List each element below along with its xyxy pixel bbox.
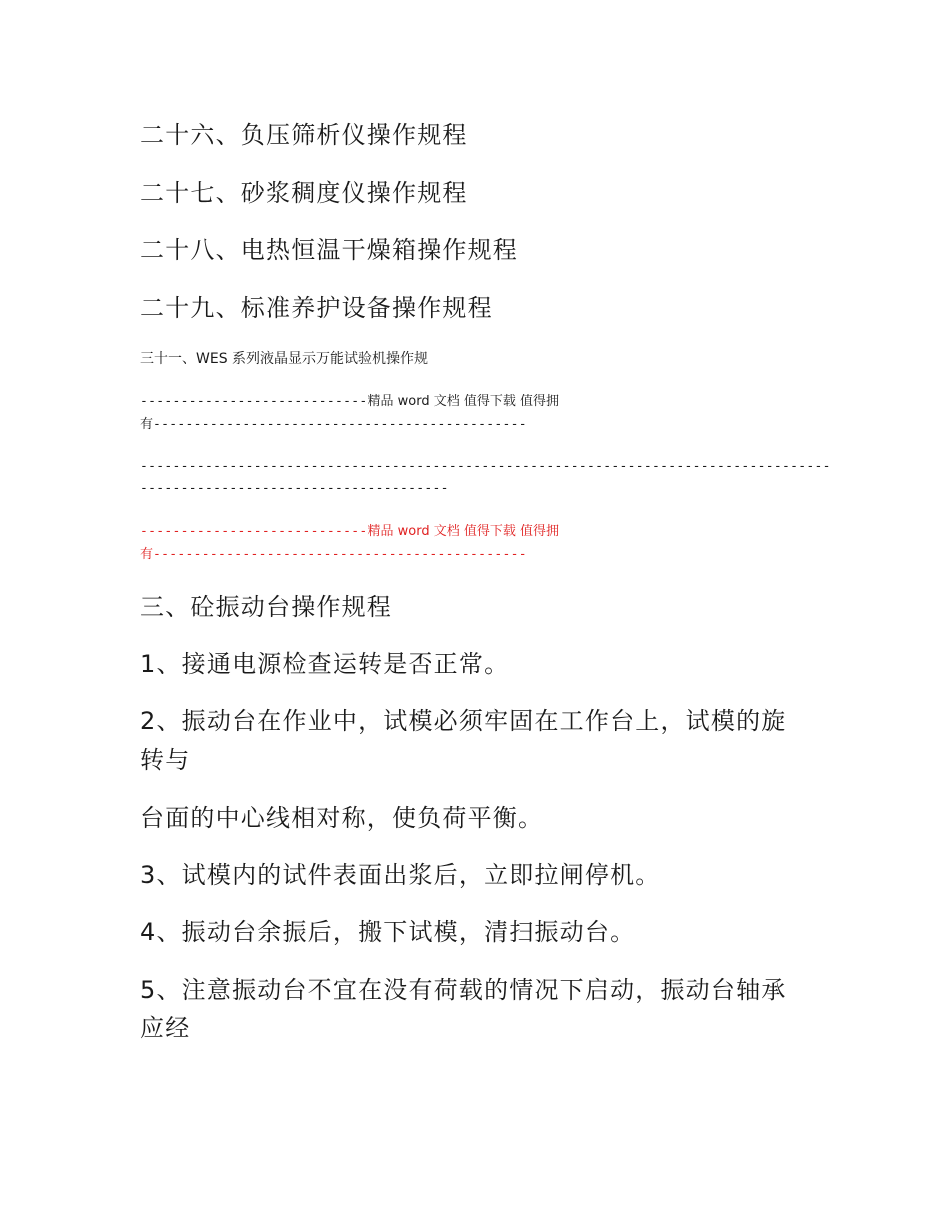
item-2: 2、振动台在作业中，试模必须牢固在工作台上，试模的旋 (140, 707, 787, 735)
watermark-red-line1 (140, 522, 559, 542)
watermark-prefix: 有 (140, 417, 154, 432)
watermark-dashes: ---------------------------- (140, 394, 368, 409)
item-5: 5、注意振动台不宜在没有荷载的情况下启动，振动台轴承 (140, 976, 787, 1004)
item-5-cont: 应经 (140, 1014, 191, 1042)
heading-27: 二十七、砂浆稠度仪操作规程 (140, 179, 468, 207)
watermark-text: 精品 word 文档 值得下载 值得拥 (367, 394, 560, 409)
item-4: 4、振动台余振后，搬下试模，清扫振动台。 (140, 918, 636, 946)
watermark-dashes: ---------------------------------------------- (153, 547, 527, 562)
watermark-red-line2 (140, 545, 527, 565)
separator-line1: ------------------------------------------------------------------------------------- (140, 459, 831, 474)
watermark-black-line1 (140, 392, 559, 412)
item-2-cont2: 台面的中心线相对称，使负荷平衡。 (140, 804, 544, 832)
watermark-text: 精品 word 文档 值得下载 值得拥 (367, 524, 560, 539)
watermark-prefix: 有 (140, 547, 154, 562)
item-3: 3、试模内的试件表面出浆后，立即拉闸停机。 (140, 861, 661, 889)
watermark-dashes: ---------------------------------------------- (153, 417, 527, 432)
section-title: 三、砼振动台操作规程 (140, 593, 392, 621)
item-1: 1、接通电源检查运转是否正常。 (140, 650, 510, 678)
watermark-black-line2 (140, 415, 527, 435)
heading-29: 二十九、标准养护设备操作规程 (140, 294, 493, 322)
heading-28: 二十八、电热恒温干燥箱操作规程 (140, 236, 518, 264)
item-2-cont: 转与 (140, 746, 191, 774)
heading-26: 二十六、负压筛析仪操作规程 (140, 121, 468, 149)
watermark-dashes: ---------------------------- (140, 524, 368, 539)
subheading-31: 三十一、WES 系列液晶显示万能试验机操作规 (140, 351, 429, 367)
separator-line2: -------------------------------------- (140, 481, 449, 496)
